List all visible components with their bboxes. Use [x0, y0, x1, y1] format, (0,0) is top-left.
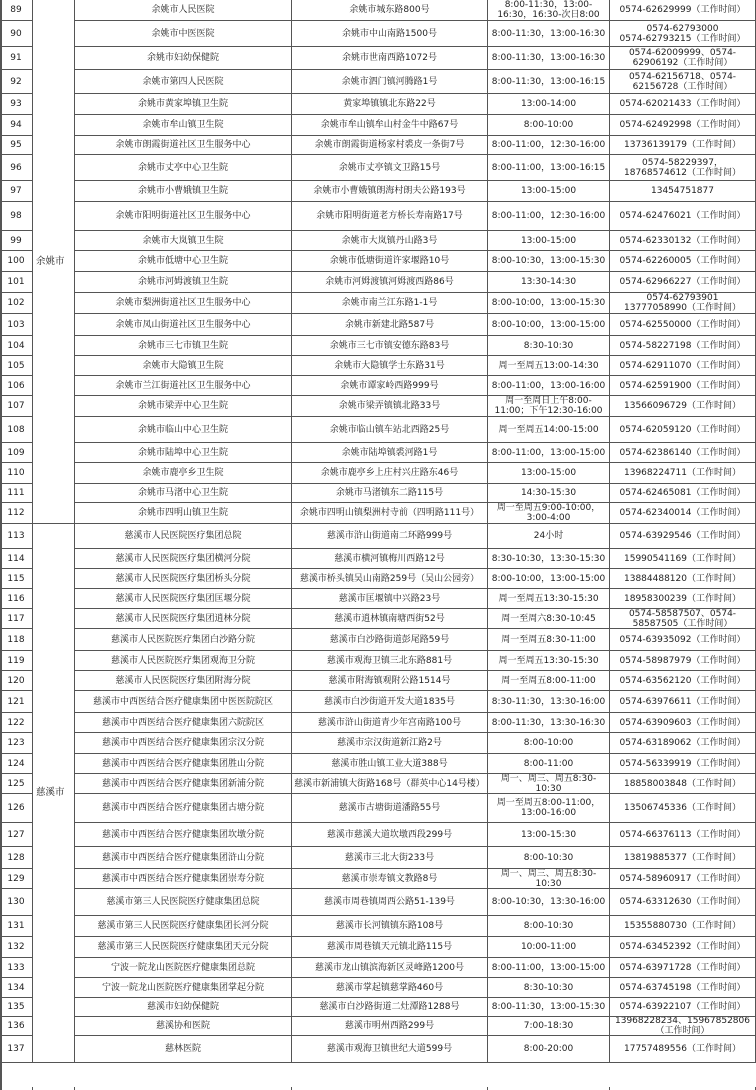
hospital-address: 慈溪市慈溪大道坎墩西段299号	[292, 823, 488, 847]
row-number: 119	[0, 651, 33, 671]
row-number: 95	[0, 136, 33, 155]
row-number: 105	[0, 356, 33, 376]
row-number: 126	[0, 794, 33, 823]
hospital-address: 余姚市大岚镇丹山路3号	[292, 231, 488, 251]
service-hours: 8:00-11:30，13:30-16:30	[488, 713, 610, 733]
hospital-address: 余姚市马渚镇东二路115号	[292, 484, 488, 503]
hospital-address: 余姚市大隐镇学士东路31号	[292, 356, 488, 376]
row-number: 102	[0, 293, 33, 314]
service-hours: 7:00-18:30	[488, 1017, 610, 1036]
hospital-address: 余姚市阳明街道老方桥长寿南路17号	[292, 202, 488, 231]
row-number: 123	[0, 733, 33, 754]
hospital-address: 余姚市世南西路1072号	[292, 47, 488, 70]
row-number: 112	[0, 503, 33, 524]
hospital-name: 余姚市中医医院	[75, 21, 292, 47]
row-number: 135	[0, 998, 33, 1017]
contact-phone: 13884488120（工作时间）	[610, 569, 756, 589]
contact-phone: 0574-62793901 13777058990（工作时间）	[610, 293, 756, 314]
row-number: 110	[0, 463, 33, 484]
hospital-address: 慈溪市新浦镇大街路168号（群英中心14号楼）	[292, 774, 488, 794]
row-number: 104	[0, 336, 33, 356]
row-number: 118	[0, 629, 33, 651]
contact-phone: 0574-58229397，18768574612（工作时间）	[610, 155, 756, 181]
hospital-address: 余姚市城东路800号	[292, 0, 488, 21]
row-number: 127	[0, 823, 33, 847]
contact-phone: 0574-66376113（工作时间）	[610, 823, 756, 847]
hospital-name: 慈溪市人民医院医疗集团横河分院	[75, 549, 292, 569]
contact-phone: 13566096729（工作时间）	[610, 396, 756, 417]
service-hours: 24小时	[488, 524, 610, 549]
row-number: 97	[0, 181, 33, 202]
contact-phone: 13506745336（工作时间）	[610, 794, 756, 823]
hospital-name: 余姚市朗霞街道社区卫生服务中心	[75, 136, 292, 155]
contact-phone: 0574-58587507、0574-58587505（工作时间）	[610, 609, 756, 629]
hospital-address: 慈溪市附海镇观附公路1514号	[292, 671, 488, 691]
service-hours: 周一至周五8:00-11:00	[488, 671, 610, 691]
contact-phone: 0574-62340014（工作时间）	[610, 503, 756, 524]
hospital-name: 余姚市梨洲街道社区卫生服务中心	[75, 293, 292, 314]
row-number: 117	[0, 609, 33, 629]
hospital-name: 慈溪市中西医结合医疗健康集团古塘分院	[75, 794, 292, 823]
hospital-name: 余姚市梁弄中心卫生院	[75, 396, 292, 417]
row-number: 122	[0, 713, 33, 733]
hospital-name: 余姚市三七市镇卫生院	[75, 336, 292, 356]
hospital-name: 余姚市妇幼保健院	[75, 47, 292, 70]
row-number: 89	[0, 0, 33, 21]
hospital-address: 余姚市陆埠镇裘河路1号	[292, 443, 488, 463]
hospital-address: 慈溪市掌起镇慈掌路460号	[292, 978, 488, 998]
contact-phone: 0574-62476021（工作时间）	[610, 202, 756, 231]
hospital-address: 慈溪市观海卫镇三北东路881号	[292, 651, 488, 671]
service-hours: 8:00-11:00，13:00-15:00	[488, 958, 610, 978]
hospital-address: 余姚市小曹娥镇朗海村朗夫公路193号	[292, 181, 488, 202]
service-hours: 周一至周五8:00-11:00，13:00-16:00	[488, 794, 610, 823]
contact-phone: 18858003848（工作时间）	[610, 774, 756, 794]
row-number: 132	[0, 937, 33, 958]
hospital-name: 宁波一院龙山医院医疗健康集团总院	[75, 958, 292, 978]
hospital-address: 慈溪市白沙街道开发大道1835号	[292, 691, 488, 713]
service-hours: 8:00-11:30，13:00-16:30，16:30-次日8:00	[488, 0, 610, 21]
hospital-address: 余姚市谭家岭西路999号	[292, 376, 488, 396]
row-number: 107	[0, 396, 33, 417]
service-hours: 8:30-10:30，13:30-15:30	[488, 549, 610, 569]
service-hours: 8:00-11:00，13:00-16:15	[488, 155, 610, 181]
service-hours: 8:00-11:00	[488, 754, 610, 774]
hospital-name: 余姚市兰江街道社区卫生服务中心	[75, 376, 292, 396]
service-hours: 8:00-11:00，13:00-15:00	[488, 443, 610, 463]
contact-phone: 0574-62156718、0574-62156728（工作时间）	[610, 70, 756, 94]
contact-phone: 0574-62911070（工作时间）	[610, 356, 756, 376]
row-number: 129	[0, 869, 33, 889]
hospital-name: 慈溪市妇幼保健院	[75, 998, 292, 1017]
hospital-address: 余姚市三七市镇安德东路83号	[292, 336, 488, 356]
contact-phone: 0574-62021433（工作时间）	[610, 94, 756, 115]
service-hours: 8:30-10:30	[488, 978, 610, 998]
hospital-name: 慈溪市中西医结合医疗健康集团胜山分院	[75, 754, 292, 774]
row-number: 134	[0, 978, 33, 998]
service-hours: 8:00-10:30，13:30-16:00	[488, 889, 610, 916]
row-number: 93	[0, 94, 33, 115]
hospital-name: 余姚市陆埠中心卫生院	[75, 443, 292, 463]
row-number: 124	[0, 754, 33, 774]
contact-phone: 0574-62009999、0574-62906192（工作时间）	[610, 47, 756, 70]
contact-phone: 0574-58960917（工作时间）	[610, 869, 756, 889]
contact-phone: 0574-62492998（工作时间）	[610, 115, 756, 136]
row-number: 99	[0, 231, 33, 251]
row-number: 121	[0, 691, 33, 713]
hospital-name: 慈溪市第三人民医院医疗健康集团天元分院	[75, 937, 292, 958]
hospital-address: 慈溪市三北大街233号	[292, 847, 488, 869]
hospital-name: 慈溪市人民医院医疗集团桥头分院	[75, 569, 292, 589]
row-number: 92	[0, 70, 33, 94]
hospital-name: 余姚市丈亭中心卫生院	[75, 155, 292, 181]
service-hours: 周一、周三、周五8:30-10:30	[488, 869, 610, 889]
row-number: 137	[0, 1036, 33, 1063]
contact-phone: 17757489556（工作时间）	[610, 1036, 756, 1063]
row-number: 90	[0, 21, 33, 47]
hospital-address: 慈溪市桥头镇吴山南路259号（吴山公园旁）	[292, 569, 488, 589]
hospital-address: 余姚市朗霞街道杨家村裘皮一条街7号	[292, 136, 488, 155]
contact-phone: 0574-63452392（工作时间）	[610, 937, 756, 958]
hospital-address: 慈溪市横河镇梅川西路12号	[292, 549, 488, 569]
hospital-name: 慈溪市中西医结合医疗健康集团中医医院院区	[75, 691, 292, 713]
hospital-address: 慈溪市白沙路街道彭尾路59号	[292, 629, 488, 651]
city-group-cell: 慈溪市	[33, 524, 75, 1063]
hospital-address: 慈溪市周巷镇天元镇北路115号	[292, 937, 488, 958]
hospital-name: 慈溪市中西医结合医疗健康集团新浦分院	[75, 774, 292, 794]
row-number: 113	[0, 524, 33, 549]
row-number: 106	[0, 376, 33, 396]
row-number: 133	[0, 958, 33, 978]
hospital-name: 余姚市黄家埠镇卫生院	[75, 94, 292, 115]
hospital-name: 余姚市临山中心卫生院	[75, 417, 292, 443]
hospital-name: 余姚市阳明街道社区卫生服务中心	[75, 202, 292, 231]
service-hours: 8:00-10:30	[488, 916, 610, 937]
service-hours: 周一至周五13:00-14:30	[488, 356, 610, 376]
hospital-name: 慈溪市第三人民医院医疗健康集团长河分院	[75, 916, 292, 937]
row-number: 130	[0, 889, 33, 916]
contact-phone: 0574-62550000（工作时间）	[610, 314, 756, 336]
service-hours: 8:00-10:00，13:00-15:00	[488, 314, 610, 336]
hospital-address: 慈溪市观海卫镇世纪大道599号	[292, 1036, 488, 1063]
service-hours: 周一至周五13:30-15:30	[488, 589, 610, 609]
row-number: 94	[0, 115, 33, 136]
hospital-name: 慈溪市人民医院医疗集团逍林分院	[75, 609, 292, 629]
contact-phone: 0574-62386140（工作时间）	[610, 443, 756, 463]
hospital-name: 余姚市大岚镇卫生院	[75, 231, 292, 251]
hospital-address: 余姚市梁弄镇镇北路33号	[292, 396, 488, 417]
service-hours: 8:00-11:00，12:30-16:00	[488, 202, 610, 231]
service-hours: 10:00-11:00	[488, 937, 610, 958]
service-hours: 8:00-10:00，13:00-15:30	[488, 293, 610, 314]
row-number: 131	[0, 916, 33, 937]
hospital-name: 慈溪市中西医结合医疗健康集团坎墩分院	[75, 823, 292, 847]
hospital-address: 黄家埠镇镇北东路22号	[292, 94, 488, 115]
service-hours: 8:00-10:30，13:00-15:30	[488, 251, 610, 272]
service-hours: 13:30-14:30	[488, 272, 610, 293]
service-hours: 周一、周三、周五8:30-10:30	[488, 774, 610, 794]
row-number: 109	[0, 443, 33, 463]
hospital-name: 慈溪市人民医院医疗集团匡堰分院	[75, 589, 292, 609]
hospital-name: 余姚市马渚中心卫生院	[75, 484, 292, 503]
hospital-name: 余姚市大隐镇卫生院	[75, 356, 292, 376]
hospital-address: 余姚市丈亭镇文卫路15号	[292, 155, 488, 181]
hospital-address: 慈溪市龙山镇滨海新区灵峰路1200号	[292, 958, 488, 978]
contact-phone: 13968228234、15967852806（工作时间）	[610, 1017, 756, 1036]
hospital-address: 余姚市牟山镇牟山村金牛中路67号	[292, 115, 488, 136]
hospital-address: 余姚市低塘街道许家堰路10号	[292, 251, 488, 272]
hospital-address: 余姚市临山镇车站北西路25号	[292, 417, 488, 443]
hospital-name: 慈溪市人民医院医疗集团观海卫分院	[75, 651, 292, 671]
contact-phone: 0574-63935092（工作时间）	[610, 629, 756, 651]
service-hours: 8:00-10:00	[488, 733, 610, 754]
contact-phone: 0574-63976611（工作时间）	[610, 691, 756, 713]
hospital-address: 余姚市新建北路587号	[292, 314, 488, 336]
contact-phone: 0574-62966227（工作时间）	[610, 272, 756, 293]
service-hours: 13:00-14:00	[488, 94, 610, 115]
hospital-address: 慈溪市崇寿镇文教路8号	[292, 869, 488, 889]
contact-phone: 13968224711（工作时间）	[610, 463, 756, 484]
city-group-cell: 余姚市	[33, 0, 75, 524]
row-number: 128	[0, 847, 33, 869]
hospital-address: 余姚市四明山镇梨洲村寺前（四明路111号）	[292, 503, 488, 524]
hospital-address: 余姚市中山南路1500号	[292, 21, 488, 47]
hospital-name: 余姚市小曹娥镇卫生院	[75, 181, 292, 202]
contact-phone: 15990541169（工作时间）	[610, 549, 756, 569]
contact-phone: 0574-62330132（工作时间）	[610, 231, 756, 251]
contact-phone: 0574-62629999（工作时间）	[610, 0, 756, 21]
hospital-address: 慈溪市古塘街道潘路55号	[292, 794, 488, 823]
row-number: 101	[0, 272, 33, 293]
row-number: 116	[0, 589, 33, 609]
contact-phone: 0574-63909603（工作时间）	[610, 713, 756, 733]
hospital-address: 慈溪市长河镇镇东路108号	[292, 916, 488, 937]
contact-phone: 0574-63745198（工作时间）	[610, 978, 756, 998]
contact-phone: 0574-58227198（工作时间）	[610, 336, 756, 356]
row-number: 114	[0, 549, 33, 569]
service-hours: 周一至周六8:30-10:45	[488, 609, 610, 629]
hospital-name: 慈溪协和医院	[75, 1017, 292, 1036]
row-number: 115	[0, 569, 33, 589]
hospital-address: 慈溪市明州西路299号	[292, 1017, 488, 1036]
hospital-address: 慈溪市宗汉街道新江路2号	[292, 733, 488, 754]
contact-phone: 13736139179（工作时间）	[610, 136, 756, 155]
hospital-name: 慈溪市中西医结合医疗健康集团六院院区	[75, 713, 292, 733]
hospital-address: 慈溪市匡堰镇中兴路23号	[292, 589, 488, 609]
contact-phone: 0574-62260005（工作时间）	[610, 251, 756, 272]
service-hours: 8:00-10:00，13:00-15:00	[488, 569, 610, 589]
contact-phone: 0574-62059120（工作时间）	[610, 417, 756, 443]
service-hours: 周一至周五14:00-15:00	[488, 417, 610, 443]
service-hours: 13:00-15:00	[488, 181, 610, 202]
hospital-address: 慈溪市浒山街道青少年宫南路100号	[292, 713, 488, 733]
service-hours: 8:00-10:30	[488, 847, 610, 869]
contact-phone: 0574-63562120（工作时间）	[610, 671, 756, 691]
row-number: 120	[0, 671, 33, 691]
hospital-name: 慈溪市人民医院医疗集团总院	[75, 524, 292, 549]
service-hours: 14:30-15:30	[488, 484, 610, 503]
hospital-address: 慈溪市周巷镇周西公路51-139号	[292, 889, 488, 916]
service-hours: 8:00-20:00	[488, 1036, 610, 1063]
hospital-address: 慈溪市胜山镇工业大道388号	[292, 754, 488, 774]
contact-phone: 15355880730（工作时间）	[610, 916, 756, 937]
service-hours: 8:00-11:30，13:00-16:15	[488, 70, 610, 94]
row-number: 96	[0, 155, 33, 181]
service-hours: 8:30-10:30	[488, 336, 610, 356]
contact-phone: 0574-58987979（工作时间）	[610, 651, 756, 671]
service-hours: 8:00-11:30，13:00-16:30	[488, 21, 610, 47]
hospital-address: 余姚市河姆渡镇河姆渡西路86号	[292, 272, 488, 293]
contact-phone: 13819885377（工作时间）	[610, 847, 756, 869]
contact-phone: 0574-62465081（工作时间）	[610, 484, 756, 503]
service-hours: 13:00-15:00	[488, 463, 610, 484]
hospital-name: 慈林医院	[75, 1036, 292, 1063]
row-number: 100	[0, 251, 33, 272]
service-hours: 8:00-11:00，13:00-16:00	[488, 376, 610, 396]
row-number: 91	[0, 47, 33, 70]
hospital-address: 余姚市泗门镇河腾路1号	[292, 70, 488, 94]
hospital-name: 慈溪市第三人民医院医疗健康集团总院	[75, 889, 292, 916]
service-hours: 13:00-15:30	[488, 823, 610, 847]
service-hours: 8:00-11:30，13:00-15:30	[488, 998, 610, 1017]
contact-phone: 0574-63929546（工作时间）	[610, 524, 756, 549]
hospital-name: 慈溪市中西医结合医疗健康集团宗汉分院	[75, 733, 292, 754]
contact-phone: 0574-63922107（工作时间）	[610, 998, 756, 1017]
hospital-address: 慈溪市白沙路街道二灶潭路1288号	[292, 998, 488, 1017]
hospital-name: 慈溪市人民医院医疗集团附海分院	[75, 671, 292, 691]
service-hours: 8:00-10:00	[488, 115, 610, 136]
hospital-name: 慈溪市中西医结合医疗健康集团浒山分院	[75, 847, 292, 869]
service-hours: 周一至周日上午8:00-11:00；下午12:30-16:00	[488, 396, 610, 417]
row-number: 111	[0, 484, 33, 503]
contact-phone: 0574-56339919（工作时间）	[610, 754, 756, 774]
hospital-name: 余姚市鹿亭乡卫生院	[75, 463, 292, 484]
contact-phone: 0574-62591900（工作时间）	[610, 376, 756, 396]
hospital-name: 宁波一院龙山医院医疗健康集团掌起分院	[75, 978, 292, 998]
hospital-name: 余姚市河姆渡镇卫生院	[75, 272, 292, 293]
hospital-name: 余姚市低塘中心卫生院	[75, 251, 292, 272]
row-number: 125	[0, 774, 33, 794]
service-hours: 周一至周五8:30-11:00	[488, 629, 610, 651]
hospital-address: 余姚市南兰江东路1-1号	[292, 293, 488, 314]
hospital-address: 慈溪市浒山街道南二环路999号	[292, 524, 488, 549]
hospital-address: 慈溪市逍林镇南塘西街52号	[292, 609, 488, 629]
hospital-name: 余姚市第四人民医院	[75, 70, 292, 94]
contact-phone: 0574-63971728（工作时间）	[610, 958, 756, 978]
service-hours: 8:00-11:30，13:00-16:30	[488, 47, 610, 70]
contact-phone: 18958300239（工作时间）	[610, 589, 756, 609]
service-hours: 8:30-11:30，13:30-16:00	[488, 691, 610, 713]
hospital-name: 余姚市四明山镇卫生院	[75, 503, 292, 524]
row-number: 98	[0, 202, 33, 231]
hospital-name: 慈溪市人民医院医疗集团白沙路分院	[75, 629, 292, 651]
hospital-name: 慈溪市中西医结合医疗健康集团崇寿分院	[75, 869, 292, 889]
hospital-address: 余姚市鹿亭乡上庄村兴庄路东46号	[292, 463, 488, 484]
row-number: 108	[0, 417, 33, 443]
hospital-name: 余姚市牟山镇卫生院	[75, 115, 292, 136]
contact-phone: 0574-63312630（工作时间）	[610, 889, 756, 916]
service-hours: 13:00-15:00	[488, 231, 610, 251]
contact-phone: 0574-62793000 0574-62793215（工作时间）	[610, 21, 756, 47]
service-hours: 周一至周五13:30-15:30	[488, 651, 610, 671]
service-hours: 周一至周五9:00-10:00，3:00-4:00	[488, 503, 610, 524]
row-number: 136	[0, 1017, 33, 1036]
contact-phone: 0574-63189062（工作时间）	[610, 733, 756, 754]
hospital-name: 余姚市凤山街道社区卫生服务中心	[75, 314, 292, 336]
service-hours: 8:00-11:00，12:30-16:00	[488, 136, 610, 155]
row-number: 103	[0, 314, 33, 336]
contact-phone: 13454751877	[610, 181, 756, 202]
hospital-name: 余姚市人民医院	[75, 0, 292, 21]
